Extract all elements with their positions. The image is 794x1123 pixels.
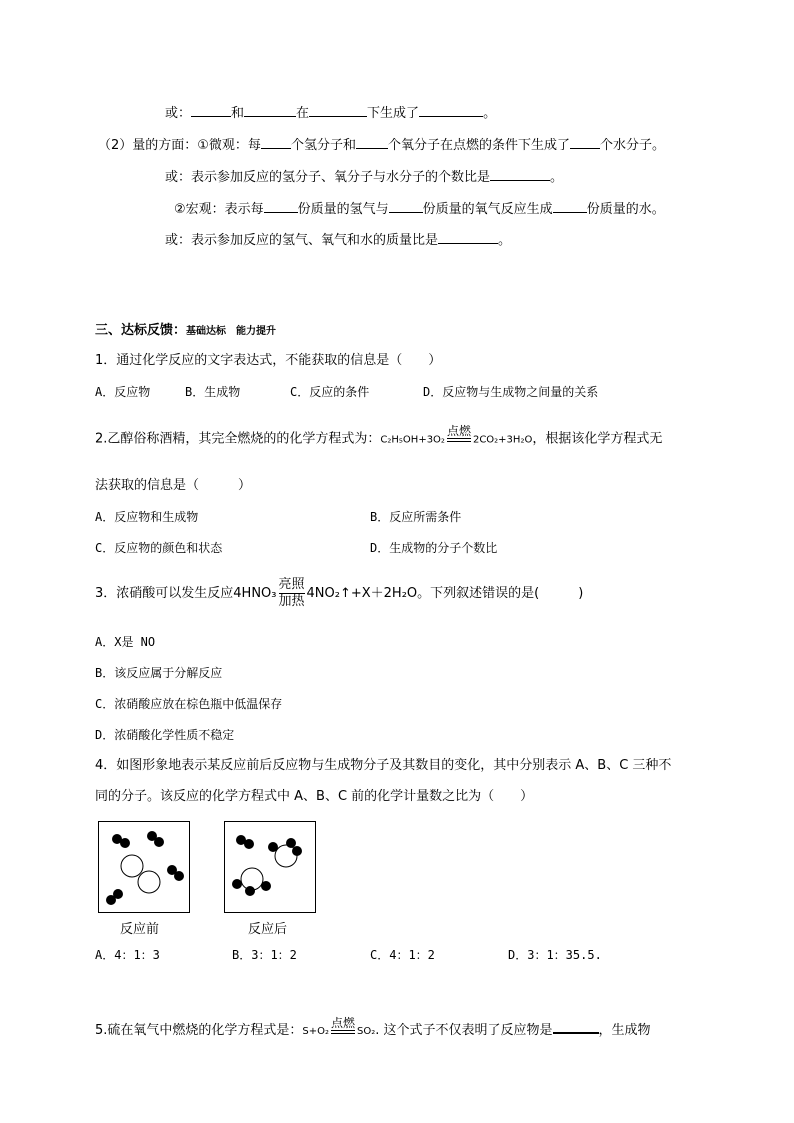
equation-left: S+O₂ [302,1026,330,1037]
fill-line-4: ②宏观：表示每 份质量的氢气与 份质量的氧气反应生成 份质量的水。 [174,198,665,219]
reaction-condition: 点燃 [447,424,471,442]
q3-option-b[interactable]: B．该反应属于分解反应 [95,666,223,680]
q1-option-d[interactable]: D．反应物与生成物之间量的关系 [423,385,599,399]
question-2-stem: 2.乙醇俗称酒精，其完全燃烧的的化学方程式为：C₂H₅OH+3O₂ 点燃 2CO₂+3H₂O，根据该化学方程式无 [95,424,663,447]
q4-option-b[interactable]: B．3：1：2 [232,948,297,962]
blank[interactable] [264,198,298,213]
q4-option-c[interactable]: C．4：1：2 [370,948,435,962]
q3-option-d[interactable]: D．浓硝酸化学性质不稳定 [95,728,235,742]
equation-right: SO₂ [357,1026,376,1037]
q4-option-d[interactable]: D．3：1：35.5. [508,948,602,962]
reaction-before-diagram [98,821,190,913]
blank[interactable] [553,1018,599,1034]
reaction-condition: 点燃 [331,1016,355,1034]
question-3-stem: 3．浓硝酸可以发生反应4HNO₃ $\frac{\text{亮照}}{\text{加热}}$ 4NO₂↑+X＋2H₂O。下列叙述错误的是( ) [95,577,584,609]
equation-right: 4NO₂↑+X＋2H₂O [306,586,418,601]
section-heading: 三、达标反馈：基础达标 能力提升 [95,323,277,338]
question-4-stem-2: 同的分子。该反应的化学方程式中 A、B、C 前的化学计量数之比为（ ） [95,789,534,804]
caption-before: 反应前 [120,922,160,937]
fill-line-5: 或：表示参加反应的氢气、氧气和水的质量比是 。 [165,229,511,250]
molecules-before [99,822,189,912]
equation-right: 2CO₂+3H₂O [472,434,533,446]
reaction-after-diagram [224,821,316,913]
blank[interactable] [191,102,231,117]
q1-option-a[interactable]: A．反应物 [95,385,151,399]
q4-option-a[interactable]: A．4：1：3 [95,948,160,962]
q2-option-b[interactable]: B．反应所需条件 [370,510,462,524]
fill-line-1: 或： 和 在 下生成了 。 [165,102,496,123]
q1-option-b[interactable]: B．生成物 [185,385,241,399]
blank[interactable] [309,102,367,117]
blank[interactable] [438,229,498,244]
question-1-stem: 1．通过化学反应的文字表达式，不能获取的信息是（ ） [95,353,442,368]
q3-option-c[interactable]: C．浓硝酸应放在棕色瓶中低温保存 [95,697,283,711]
reaction-condition: $\frac{\text{亮照}}{\text{加热}}$ [278,577,305,609]
equation-left: C₂H₅OH+3O₂ [380,434,445,446]
question-2-stem-2: 法获取的信息是（ ） [95,478,252,493]
caption-after: 反应后 [248,922,288,937]
blank[interactable] [389,198,423,213]
question-5-stem: 5.硫在氧气中燃烧的化学方程式是：S+O₂ 点燃 SO₂. 这个式子不仅表明了反应物是 ，生成物 [95,1015,651,1038]
q2-option-a[interactable]: A．反应物和生成物 [95,510,199,524]
equation-left: 4HNO₃ [233,586,277,601]
fill-line-3: 或：表示参加反应的氢分子、氧分子与水分子的个数比是 。 [165,166,563,187]
q1-option-c[interactable]: C．反应的条件 [290,385,370,399]
blank[interactable] [570,134,600,149]
blank[interactable] [261,134,291,149]
blank[interactable] [419,102,483,117]
q2-option-c[interactable]: C．反应物的颜色和状态 [95,541,223,555]
q2-option-d[interactable]: D．生成物的分子个数比 [370,541,498,555]
q3-option-a[interactable]: A．X是 NO [95,635,156,649]
question-4-stem: 4．如图形象地表示某反应前后反应物与生成物分子及其数目的变化，其中分别表示 A、B、C 三种不 [95,758,672,773]
blank[interactable] [356,134,388,149]
fill-line-2: （2）量的方面：①微观：每 个氢分子和 个氧分子在点燃的条件下生成了 个水分子。 [98,134,665,155]
blank[interactable] [244,102,296,117]
blank[interactable] [490,166,550,181]
blank[interactable] [553,198,587,213]
molecules-after [225,822,315,912]
